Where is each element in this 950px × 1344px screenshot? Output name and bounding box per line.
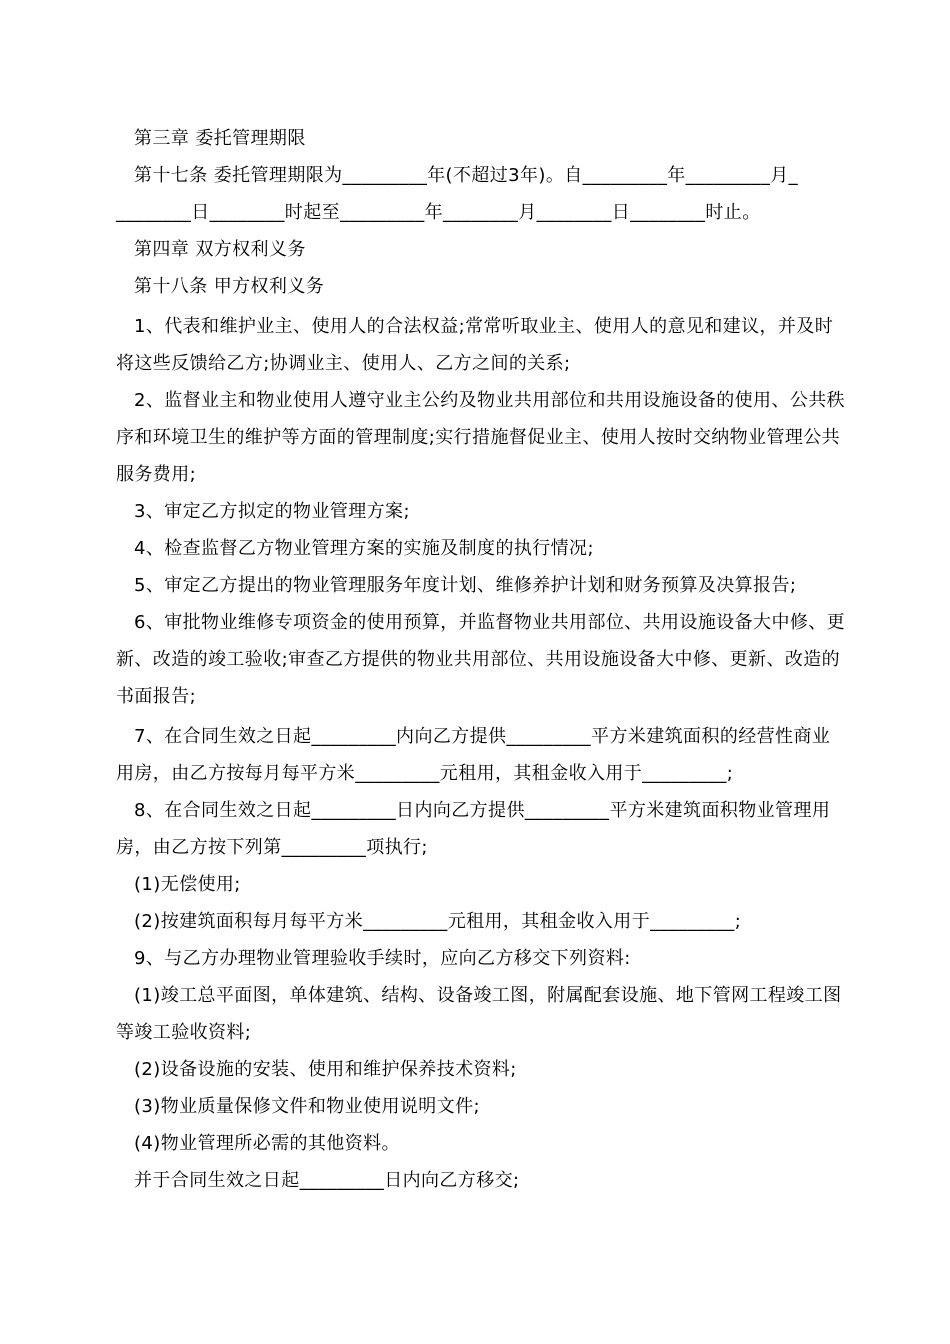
article-17: 第十七条 委托管理期限为_________年(不超过3年)。自_________年_________月_ ________日________时起至_________年________月________日________时止。 <box>116 165 805 223</box>
clause-9: 9、与乙方办理物业管理验收手续时，应向乙方移交下列资料: <box>134 948 631 969</box>
clause-4: 4、检查监督乙方物业管理方案的实施及制度的执行情况; <box>134 538 594 559</box>
clause-9-item-3: (3)物业质量保修文件和物业使用说明文件; <box>134 1096 480 1117</box>
clause-9-transfer: 并于合同生效之日起_________日内向乙方移交; <box>134 1170 520 1191</box>
chapter-3-heading: 第三章 委托管理期限 <box>134 128 306 149</box>
clause-9-item-4: (4)物业管理所必需的其他资料。 <box>134 1133 400 1154</box>
clause-8: 8、在合同生效之日起_________日内向乙方提供_________平方米建筑面积物业管理用房，由乙方按下列第_________项执行; <box>116 800 831 858</box>
clause-5: 5、审定乙方提出的物业管理服务年度计划、维修养护计划和财务预算及决算报告; <box>134 575 797 596</box>
clause-6: 6、审批物业维修专项资金的使用预算，并监督物业共用部位、共用设施设备大中修、更新、改造的竣工验收;审查乙方提供的物业共用部位、共用设施设备大中修、更新、改造的书面报告; <box>116 612 846 707</box>
clause-8-item-1: (1)无偿使用; <box>134 874 241 895</box>
clause-7: 7、在合同生效之日起_________内向乙方提供_________平方米建筑面积的经营性商业用房，由乙方按每月每平方米_________元租用，其租金收入用于_________; <box>116 726 831 784</box>
clause-8-item-2: (2)按建筑面积每月每平方米_________元租用，其租金收入用于_________; <box>134 911 742 932</box>
clause-2: 2、监督业主和物业使用人遵守业主公约及物业共用部位和共用设施设备的使用、公共秩序和环境卫生的维护等方面的管理制度;实行措施督促业主、使用人按时交纳物业管理公共服务费用; <box>116 390 846 485</box>
clause-9-item-1: (1)竣工总平面图，单体建筑、结构、设备竣工图，附属配套设施、地下管网工程竣工图等竣工验收资料; <box>116 985 842 1043</box>
clause-3: 3、审定乙方拟定的物业管理方案; <box>134 501 410 522</box>
chapter-4-heading: 第四章 双方权利义务 <box>134 239 306 260</box>
clause-9-item-2: (2)设备设施的安装、使用和维护保养技术资料; <box>134 1059 517 1080</box>
clause-1: 1、代表和维护业主、使用人的合法权益;常常听取业主、使用人的意见和建议，并及时将这些反馈给乙方;协调业主、使用人、乙方之间的关系; <box>116 316 834 374</box>
article-18-heading: 第十八条 甲方权利义务 <box>134 276 325 297</box>
